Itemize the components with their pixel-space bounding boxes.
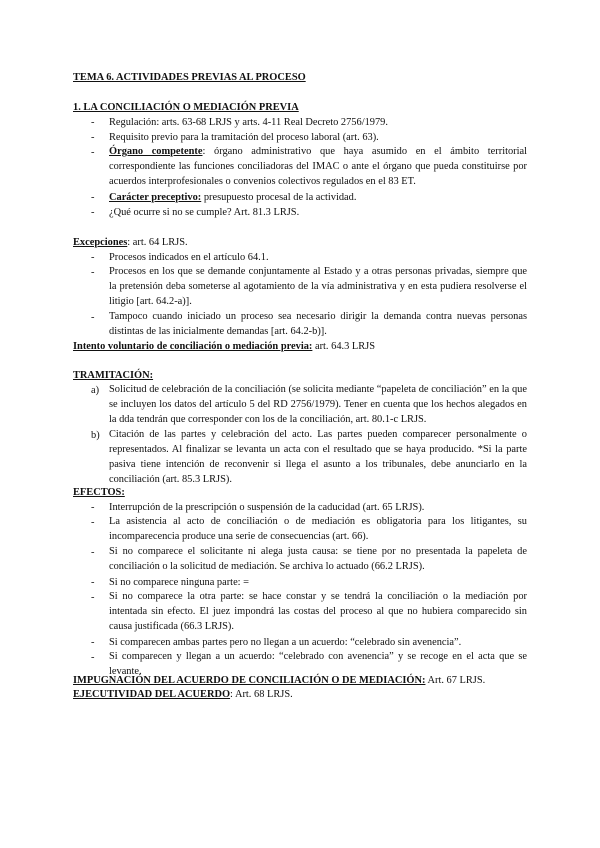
bullet-dash: - <box>91 267 95 278</box>
list-item: Si no comparece ninguna parte: = <box>109 577 250 588</box>
list-item: Solicitud de celebración de la conciliación (se solicita mediante “papeleta de conciliación” en la que se incluyen los datos del artículo 5 del RD 2756/1979). Tener en cuenta que los hechos alegados en la dda tendrán que corresponder con los de la conciliación, art. 80.1-c LRJS. <box>109 384 527 425</box>
list-item: Tampoco cuando iniciado un proceso sea necesario dirigir la demanda contra nuevas personas distintas de las inicialmente demandas [art. 64.2-b)]. <box>109 311 527 337</box>
bullet-dash: - <box>91 517 95 528</box>
bullet-dash: - <box>91 652 95 663</box>
bullet-dash: - <box>91 592 95 603</box>
bullet-dash: - <box>91 577 95 588</box>
bullet-dash: - <box>91 502 95 513</box>
page-title: TEMA 6. ACTIVIDADES PREVIAS AL PROCESO <box>73 72 306 83</box>
list-item: Si comparecen y llegan a un acuerdo: “celebrado con avenencia” y se recoge en el acta que se levante. <box>109 651 527 677</box>
intento-voluntario-line: Intento voluntario de conciliación o mediación previa: art. 64.3 LRJS <box>73 341 376 352</box>
list-item: ¿Qué ocurre si no se cumple? Art. 81.3 LRJS. <box>109 207 300 218</box>
bullet-dash: - <box>91 547 95 558</box>
bullet-dash: - <box>91 207 95 218</box>
bullet-dash: - <box>91 147 95 158</box>
ejecutividad-line: EJECUTIVIDAD DEL ACUERDO: Art. 68 LRJS. <box>73 689 293 700</box>
list-item: Interrupción de la prescripción o suspensión de la caducidad (art. 65 LRJS). <box>109 502 425 513</box>
list-item: La asistencia al acto de conciliación o de mediación es obligatoria para los litigantes, su incomparecencia produce una serie de consecuencias (art. 66). <box>109 516 527 542</box>
section-heading-conciliacion: 1. LA CONCILIACIÓN O MEDIACIÓN PREVIA <box>73 102 299 113</box>
bullet-dash: - <box>91 117 95 128</box>
list-item: Si no comparece la otra parte: se hace constar y se tendrá la conciliación o la mediación por intentada sin efecto. El juez impondrá las costas del proceso al que no hubiera comparecido sin causa justificada (66.3 LRJS). <box>109 591 527 632</box>
list-item: Regulación: arts. 63-68 LRJS y arts. 4-11 Real Decreto 2756/1979. <box>109 117 388 128</box>
list-item: Procesos en los que se demande conjuntamente al Estado y a otras personas privadas, siempre que la pretensión deba someterse al agotamiento de la vía administrativa y en esta pudiera resolverse el litigio [art. 64.2-a)]. <box>109 266 527 307</box>
bullet-dash: - <box>91 192 95 203</box>
tramitacion-heading: TRAMITACIÓN: <box>73 370 154 381</box>
list-item: Si no comparece el solicitante ni alega justa causa: se tiene por no presentada la papeleta de conciliación o la solicitud de mediación. Se archiva lo actuado (66.2 LRJS). <box>109 546 527 572</box>
list-item: Citación de las partes y celebración del acto. Las partes pueden comparecer personalmente o representados. Al finalizar se levanta un acta con el resultado que se haya producido. *Si la parte pasiva tiene intención de reconvenir si llega el asunto a los tribunales, debe anunciarlo en la conciliación (art. 85.3 LRJS). <box>109 429 527 485</box>
excepciones-heading: Excepciones: art. 64 LRJS. <box>73 237 188 248</box>
bullet-dash: - <box>91 312 95 323</box>
term-organo-competente: Órgano competente <box>109 146 203 157</box>
impugnacion-line: IMPUGNACIÓN DEL ACUERDO DE CONCILIACIÓN O DE MEDIACIÓN: Art. 67 LRJS. <box>73 675 486 686</box>
bullet-dash: - <box>91 252 95 263</box>
list-item: Procesos indicados en el artículo 64.1. <box>109 252 269 263</box>
list-marker-b: b) <box>91 430 100 441</box>
efectos-heading: EFECTOS: <box>73 487 125 498</box>
list-item: Si comparecen ambas partes pero no llegan a un acuerdo: “celebrado sin avenencia”. <box>109 637 462 648</box>
bullet-dash: - <box>91 132 95 143</box>
list-item-organo-competente: Órgano competente: órgano administrativo que haya asumido en el ámbito territorial correspondiente las funciones conciliadoras del IMAC o ante el órgano que pueda constituirse por acuerdos interprofesionales o convenios colectivos regulados en el 83 ET. <box>109 146 528 187</box>
list-marker-a: a) <box>91 385 100 396</box>
bullet-dash: - <box>91 637 95 648</box>
list-item-caracter-preceptivo: Carácter preceptivo: presupuesto procesal de la actividad. <box>109 192 357 203</box>
list-item: Requisito previo para la tramitación del proceso laboral (art. 63). <box>109 132 379 143</box>
